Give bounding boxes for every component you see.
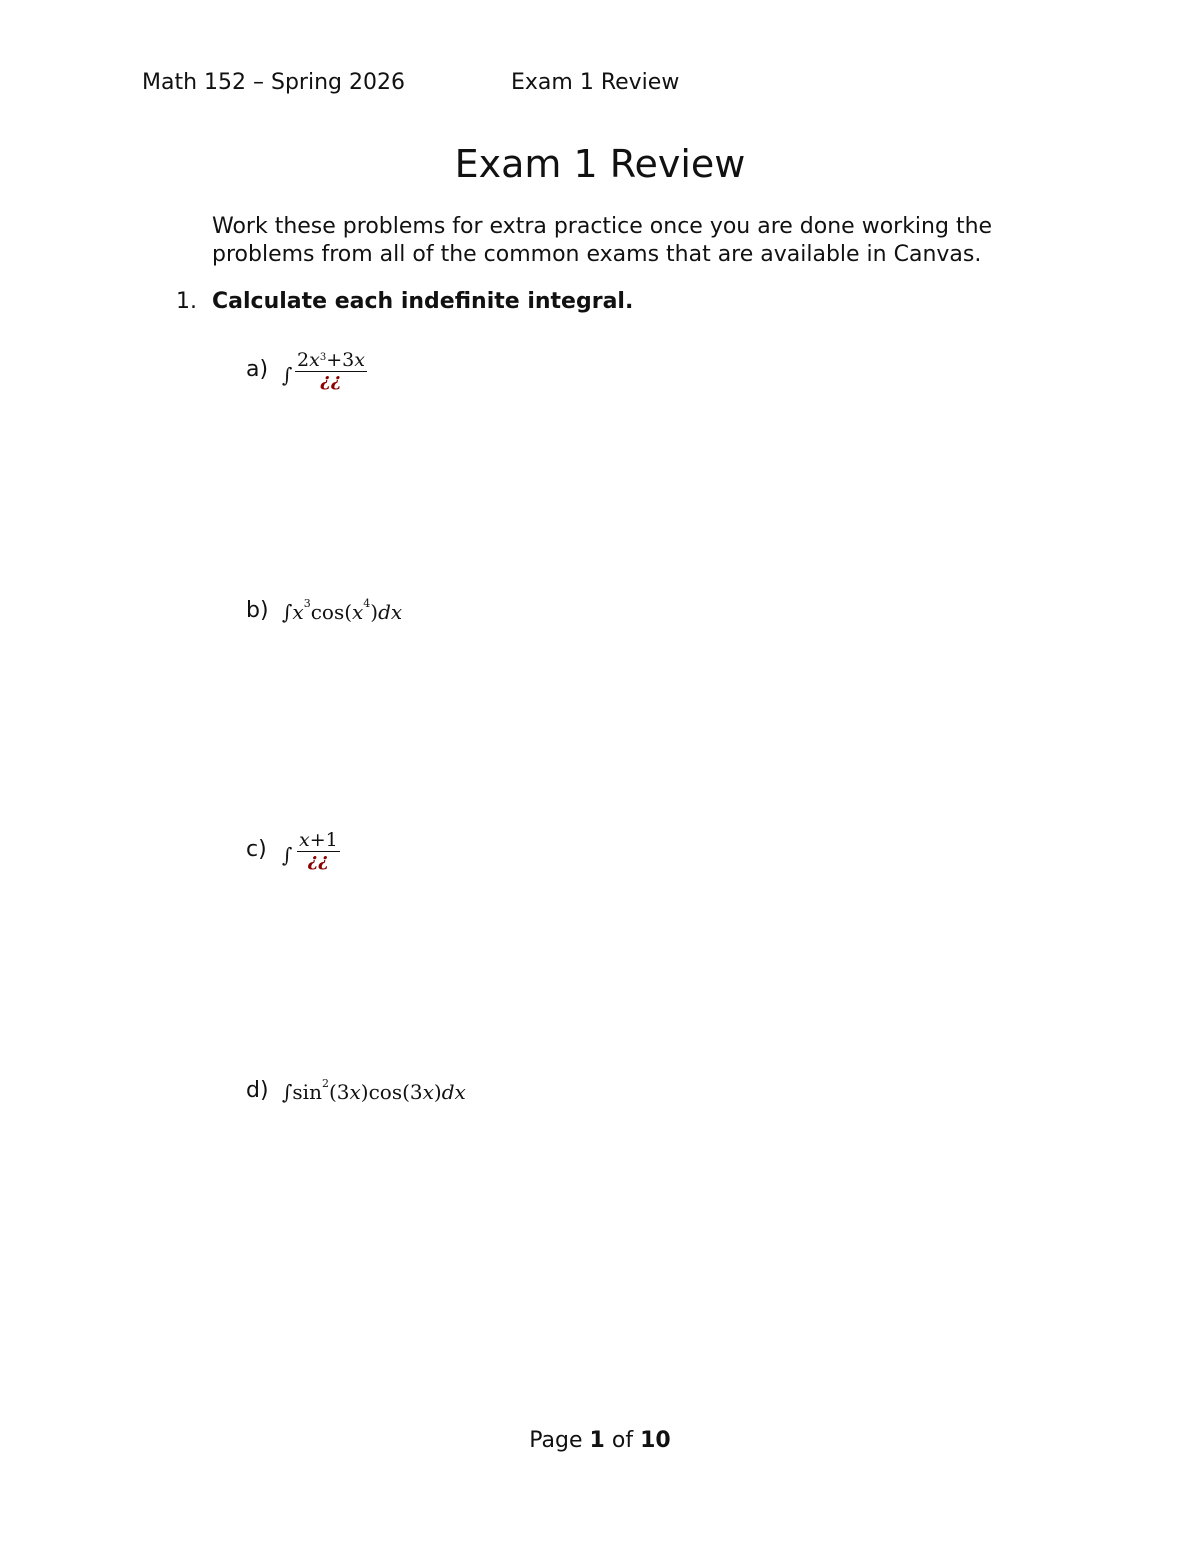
integral-sign-c: ∫ (282, 843, 293, 867)
fraction-a (295, 350, 367, 390)
page-footer (0, 1428, 1200, 1453)
header-course: Math 152 – Spring 2026 (142, 70, 405, 95)
footer-current-page: 1 (589, 1428, 605, 1453)
denominator-c: ¿¿ (307, 850, 329, 871)
denominator-a: ¿¿ (320, 370, 342, 391)
fraction-c (297, 830, 340, 870)
intro-line-2: problems from all of the common exams that are available in Canvas. (212, 242, 982, 267)
question-number: 1. (176, 289, 197, 314)
part-d-label: d) (246, 1078, 269, 1103)
part-c-label: c) (246, 837, 267, 862)
integral-sign-a: ∫ (282, 363, 293, 387)
part-d-math: $\int\sin^2(3x)\cos(3x)dx$ (282, 1077, 466, 1104)
integral-sign-d: ∫ (282, 1080, 293, 1104)
header-doc-title: Exam 1 Review (511, 70, 680, 95)
question-text: Calculate each indefinite integral. (212, 289, 634, 314)
numerator-c: x+1 (299, 829, 338, 851)
footer-of-word: of (611, 1428, 634, 1453)
intro-line-1: Work these problems for extra practice once you are done working the (212, 214, 993, 239)
part-a-label: a) (246, 357, 269, 382)
footer-page-word: Page (529, 1428, 583, 1453)
footer-total-pages: 10 (640, 1428, 671, 1453)
page-title: Exam 1 Review (454, 142, 746, 186)
integral-sign-b: ∫ (282, 600, 293, 624)
part-b-math: $\int x^3\cos(x^4)dx$ (282, 597, 403, 624)
numerator-a: $2x^3+3x$ (297, 349, 365, 371)
part-b-label: b) (246, 598, 269, 623)
